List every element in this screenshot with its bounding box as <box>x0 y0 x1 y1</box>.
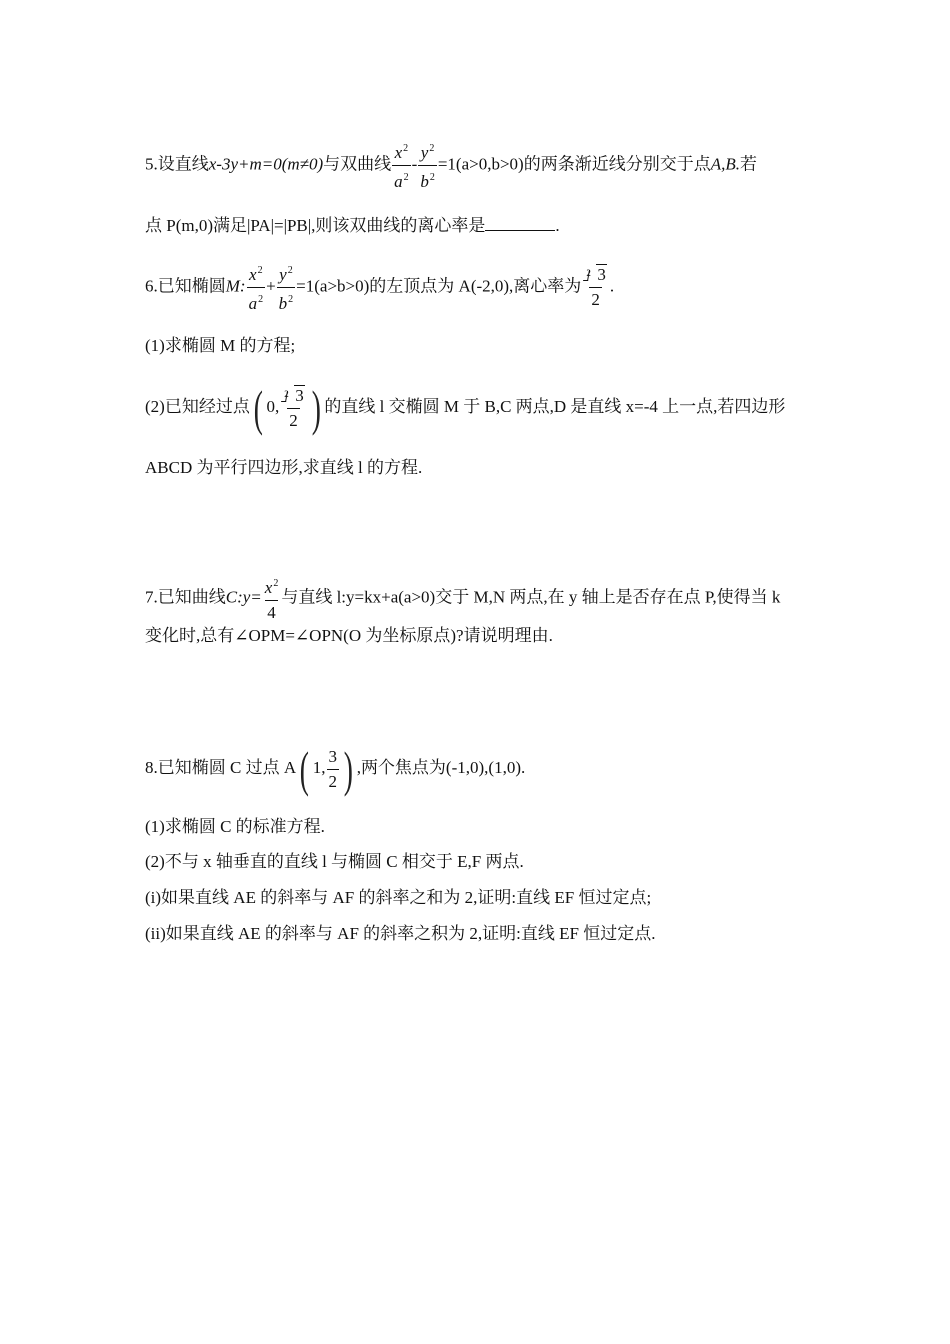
p5-minus: - <box>411 154 418 174</box>
p6-frac-y-b: $\frac{y^2}{b^2}$ <box>278 265 294 313</box>
p5-prefix: 5.设直线 <box>145 154 209 174</box>
p5-line2: 点 P(m,0)满足|PA|=|PB|,则该双曲线的离心率是 <box>145 216 486 235</box>
p5-frac-x-a: $\frac{x^2}{a^2}$ <box>394 143 409 191</box>
p8-frac: $\frac{3}{2}$ <box>328 746 338 791</box>
p5-tail: 若 <box>740 154 757 174</box>
p5-mid: 与双曲线 <box>323 154 392 174</box>
p5-frac-y-b: $\frac{y^2}{b^2}$ <box>420 143 435 191</box>
problem-5-line-1 <box>145 140 757 191</box>
problem-7-line-2: 变化时,总有∠OPM=∠OPN(O 为坐标原点)?请说明理由. <box>145 626 553 645</box>
p6-point-frac: 2 3 2 <box>284 385 304 430</box>
problem-8-q1: (1)求椭圆 C 的标准方程. <box>145 817 325 836</box>
problem-6-q2-line-2: ABCD 为平行四边形,求直线 l 的方程. <box>145 458 423 477</box>
p7-frac: $\frac{x^2}{4}$ <box>264 578 279 622</box>
problem-8-q2: (2)不与 x 轴垂直的直线 l 与椭圆 C 相交于 E,F 两点. <box>145 852 524 871</box>
p6-prefix: 6.已知椭圆 <box>145 276 226 296</box>
answer-blank[interactable] <box>485 214 555 231</box>
p6-eccentricity: 2 3 2 <box>586 265 606 309</box>
problem-6-line-1: 6.已知椭圆M: $\frac{x^2}{a^2}$ + $\frac{y^2}{b^2}$ =1(a>b>0)的左顶点为 A(-2,0),离心率为 2 3 2 . <box>145 262 614 313</box>
problem-8-qi: (i)如果直线 AE 的斜率与 AF 的斜率之和为 2,证明:直线 EF 恒过定点; <box>145 888 652 907</box>
p6-eq: =1(a>b>0)的左顶点为 A(-2,0),离心率为 <box>296 276 582 296</box>
problem-7-line-1: 7.已知曲线C:y= $\frac{x^2}{4}$ 与直线 l:y=kx+a(a>0)交于 M,N 两点,在 y 轴上是否存在点 P,使得当 k <box>145 575 780 622</box>
problem-8-qii: (ii)如果直线 AE 的斜率与 AF 的斜率之积为 2,证明:直线 EF 恒过定点. <box>145 924 656 943</box>
problem-5-line-2: 点 P(m,0)满足|PA|=|PB|,则该双曲线的离心率是 . <box>145 216 560 235</box>
problem-6-q1: (1)求椭圆 M 的方程; <box>145 336 296 355</box>
p6-frac-x-a: $\frac{x^2}{a^2}$ <box>248 265 264 313</box>
problem-6-q2-line-1: (2)已知经过点( 0, 2 3 2 ) 的直线 l 交椭圆 M 于 B,C 两点,D 是直线 x=-4 上一点,若四边形 <box>145 380 786 436</box>
p5-cond: x-3y+m=0(m≠0) <box>208 154 324 174</box>
problem-8-line-1: 8.已知椭圆 C 过点 A( 1, $\frac{3}{2}$ ) ,两个焦点为(-1,0),(1,0). <box>145 741 526 797</box>
p5-eq: =1(a>0,b>0)的两条渐近线分别交于点 <box>437 154 711 174</box>
p5-points: A,B. <box>710 154 740 174</box>
